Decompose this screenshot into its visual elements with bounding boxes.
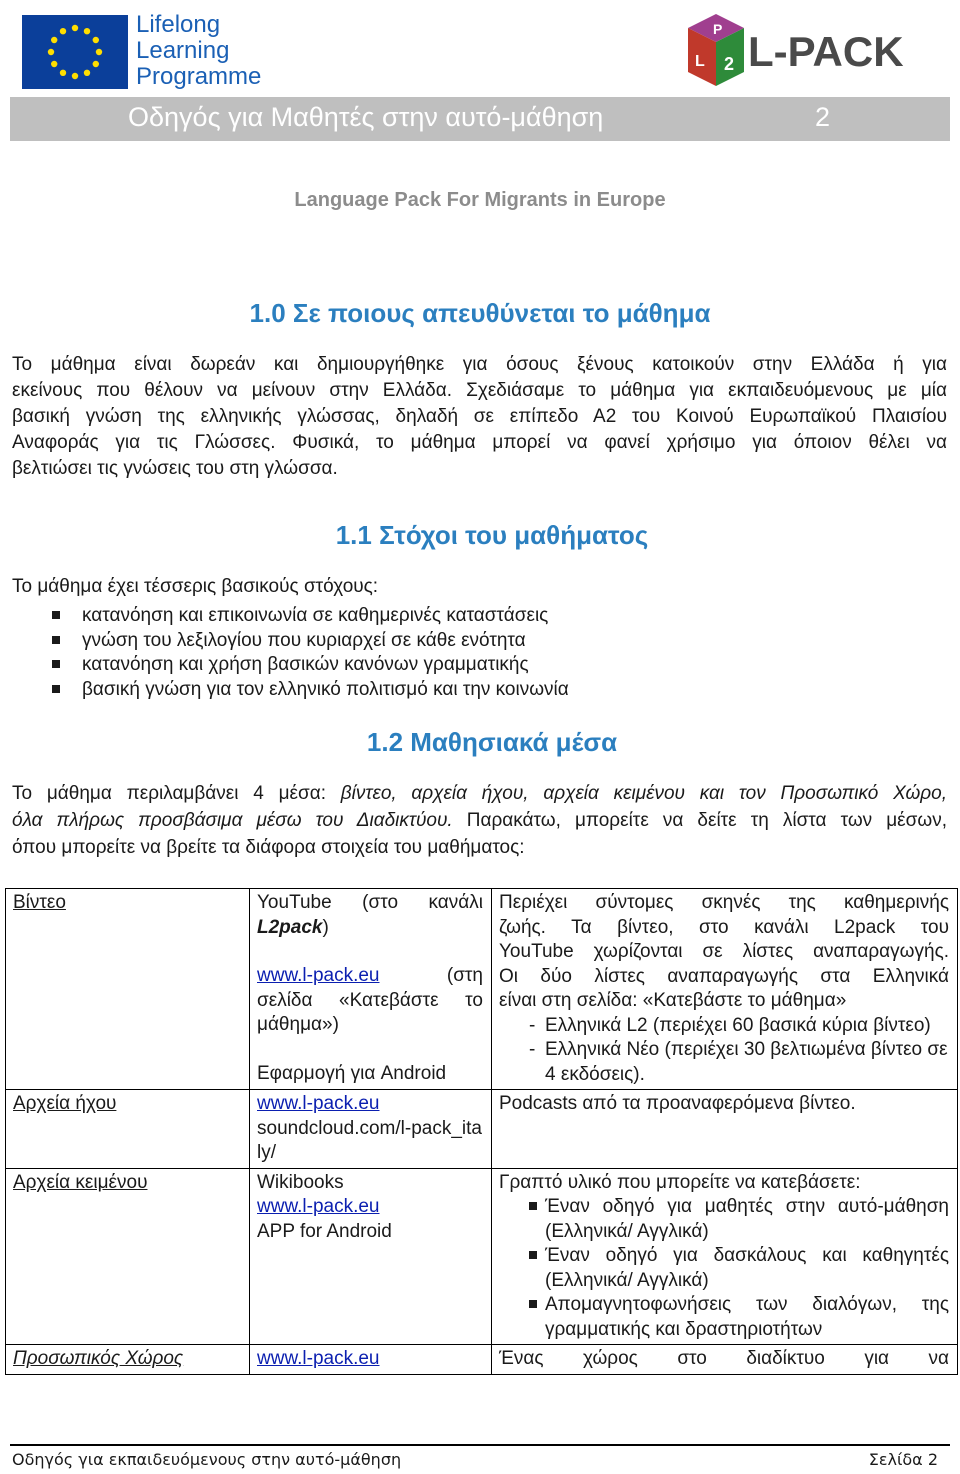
media-source: soundcloud.com/l-pack_italy/ — [257, 1117, 482, 1163]
section-1-0-heading: 1.0 Σε ποιους απευθύνεται το μάθημα — [249, 298, 711, 328]
square-bullet-icon — [529, 1300, 537, 1308]
dash-bullet-icon: - — [529, 1014, 536, 1036]
list-item — [52, 629, 569, 654]
eu-star-icon — [93, 37, 99, 43]
eu-logo-line: Lifelong — [136, 11, 221, 38]
table-cell — [6, 1090, 250, 1169]
list-item-text: Έναν οδηγό για μαθητές στην αυτό-μάθηση (Ελληνικά/ Αγγλικά) — [545, 1196, 949, 1242]
paragraph-line: βασική γνώση της ελληνικής γλώσσας, δηλαδή σε επίπεδο Α2 του Κοινού Ευρωπαϊκού Πλαισίου — [12, 406, 947, 427]
table-cell — [250, 1090, 492, 1169]
paragraph-line: Αναφοράς για τις Γλώσσες. Φυσικά, το μάθημα μπορεί να φανεί χρήσιμο για όποιον θέλει να — [12, 432, 947, 453]
lpack-link[interactable]: www.l-pack.eu — [257, 1093, 380, 1114]
description-line: Οι δύο λίστες αναπαραγωγής στα Ελληνικά — [499, 965, 949, 987]
square-bullet-icon — [52, 685, 60, 693]
square-bullet-icon — [529, 1251, 537, 1259]
list-item-text: γνώση του λεξιλογίου που κυριαρχεί σε κάθε ενότητα — [82, 629, 526, 651]
text-run: Παρακάτω, μπορείτε να δείτε τη λίστα των μέσων, — [452, 810, 947, 831]
media-name: Αρχεία ήχου — [13, 1093, 117, 1114]
table-cell — [492, 889, 958, 1090]
eu-star-icon — [72, 25, 78, 31]
square-bullet-icon — [52, 611, 60, 619]
table-cell — [492, 1090, 958, 1169]
media-source — [257, 917, 329, 938]
table-row — [6, 1345, 958, 1375]
section-1-2-heading: 1.2 Μαθησιακά μέσα — [366, 727, 618, 757]
description-line: ζωής. Τα βίντεο, στο κανάλι L2pack του — [499, 916, 949, 938]
text-run: (στη — [379, 965, 483, 986]
media-table — [5, 888, 958, 1375]
channel-name: L2pack — [257, 916, 323, 938]
eu-star-icon — [60, 70, 66, 76]
table-cell — [492, 1345, 958, 1375]
eu-logo-line: Learning — [136, 37, 230, 64]
eu-star-icon — [93, 61, 99, 67]
list-item-text: Ελληνικά L2 (περιέχει 60 βασικά κύρια βίντεο) — [545, 1014, 931, 1036]
lpack-cube-icon — [684, 10, 748, 90]
eu-star-icon — [84, 28, 90, 34]
list-item — [52, 653, 569, 678]
text-run: Το μάθημα περιλαμβάνει 4 μέσα: — [12, 783, 341, 804]
lifelong-learning-logo — [22, 12, 297, 90]
eu-flag-icon — [22, 15, 128, 89]
table-cell — [492, 1168, 958, 1345]
list-item-text: Έναν οδηγό για δασκάλους και καθηγητές (Ελληνικά/ Αγγλικά) — [545, 1245, 949, 1291]
document-title-bar — [10, 97, 950, 141]
dash-bullet-icon: - — [529, 1039, 536, 1060]
table-cell — [250, 889, 492, 1090]
list-item-text: Ελληνικά Νέο (περιέχει 30 βελτιωμένα βίντεο σε 4 εκδόσεις). — [545, 1039, 948, 1085]
table-row — [6, 1090, 958, 1169]
lpack-link[interactable]: www.l-pack.eu — [257, 1348, 380, 1369]
media-source: YouTube (στο κανάλι — [257, 892, 483, 913]
svg-text:L: L — [695, 53, 705, 70]
eu-star-icon — [96, 49, 102, 55]
media-source: Εφαρμογή για Android — [257, 1062, 447, 1084]
eu-logo-line: Programme — [136, 63, 262, 90]
table-row — [6, 1168, 958, 1345]
eu-star-icon — [48, 49, 54, 55]
description-line: YouTube χωρίζονται σε λίστες αναπαραγωγής. — [499, 941, 949, 962]
media-source: APP for Android — [257, 1220, 392, 1242]
document-title-number: 2 — [814, 102, 830, 132]
document-subtitle: Language Pack For Migrants in Europe — [294, 189, 666, 211]
text-run-italic: όλα πλήρως προσβάσιμα μέσω του Διαδικτύου. — [12, 810, 453, 831]
lpack-link[interactable]: www.l-pack.eu — [257, 965, 380, 986]
page-number: Σελίδα 2 — [868, 1450, 938, 1469]
table-cell — [6, 1168, 250, 1345]
media-source: σελίδα «Κατεβάστε το — [257, 989, 483, 1011]
svg-text:P: P — [713, 21, 723, 37]
table-cell — [6, 889, 250, 1090]
table-cell — [250, 1168, 492, 1345]
paragraph-line: όπου μπορείτε να βρείτε τα διάφορα στοιχεία του μαθήματος: — [12, 837, 525, 858]
goals-list — [52, 604, 569, 702]
media-description: Ένας χώρος στο διαδίκτυο για να — [499, 1348, 949, 1369]
media-name: Προσωπικός Χώρος — [13, 1348, 184, 1369]
media-source — [257, 964, 483, 989]
eu-star-icon — [84, 70, 90, 76]
lpack-link[interactable]: www.l-pack.eu — [257, 1196, 380, 1217]
description-line: Περιέχει σύντομες σκηνές της καθημερινής — [499, 892, 949, 913]
playlist-item — [499, 1014, 949, 1039]
footer-title: Οδηγός για εκπαιδευόμενους στην αυτό-μάθηση — [12, 1450, 402, 1469]
eu-star-icon — [51, 37, 57, 43]
media-description: Podcasts από τα προαναφερόμενα βίντεο. — [499, 1093, 856, 1114]
media-source: Wikibooks — [257, 1171, 344, 1193]
table-cell — [250, 1345, 492, 1375]
media-name: Βίντεο — [13, 892, 66, 913]
paragraph-line: βελτιώσει τις γνώσεις του στη γλώσσα. — [12, 458, 338, 479]
section-1-1-heading: 1.1 Στόχοι του μαθήματος — [335, 520, 649, 550]
section-1-0-paragraph — [12, 352, 947, 482]
lpack-logo-text: L-PACK — [748, 28, 904, 75]
eu-star-icon — [51, 61, 57, 67]
paragraph-line: Το μάθημα είναι δωρεάν και δημιουργήθηκε για όσους ξένους κατοικούν στην Ελλάδα ή για — [12, 354, 947, 375]
playlist-item — [499, 1038, 949, 1087]
square-bullet-icon — [52, 660, 60, 668]
list-item — [52, 604, 569, 629]
list-item-text: Απομαγνητοφωνήσεις των διαλόγων, της γραμματικής και δραστηριοτήτων — [545, 1294, 949, 1340]
square-bullet-icon — [529, 1202, 537, 1210]
list-item-text: κατανόηση και επικοινωνία σε καθημερινές καταστάσεις — [82, 605, 549, 626]
document-title: Οδηγός για Μαθητές στην αυτό-μάθηση — [128, 102, 604, 132]
media-name: Αρχεία κειμένου — [13, 1171, 148, 1193]
list-item-text: κατανόηση και χρήση βασικών κανόνων γραμματικής — [82, 654, 529, 675]
paragraph-line — [12, 780, 947, 807]
list-item-text: βασική γνώση για τον ελληνικό πολιτισμό και την κοινωνία — [82, 678, 569, 700]
eu-star-icon — [60, 28, 66, 34]
text-run: ) — [322, 916, 329, 938]
footer-divider — [10, 1444, 950, 1446]
section-1-1-intro: Το μάθημα έχει τέσσερις βασικούς στόχους: — [12, 576, 379, 597]
list-item — [499, 1293, 949, 1342]
description-line: είναι στη σελίδα: «Κατεβάστε το μάθημα» — [499, 990, 847, 1011]
svg-text:2: 2 — [724, 54, 735, 74]
list-item — [52, 678, 569, 703]
table-row — [6, 889, 958, 1090]
eu-logo-text — [136, 12, 261, 90]
media-description: Γραπτό υλικό που μπορείτε να κατεβάσετε: — [499, 1171, 861, 1193]
eu-star-icon — [72, 73, 78, 79]
lpack-logo — [684, 10, 924, 90]
square-bullet-icon — [52, 636, 60, 644]
list-item — [499, 1195, 949, 1244]
paragraph-line: εκείνους που θέλουν να μείνουν στην Ελλάδα. Σχεδιάσαμε το μάθημα για εκπαιδευόμενους με μία — [12, 380, 947, 401]
text-run-italic: βίντεο, αρχεία ήχου, αρχεία κειμένου και τον Προσωπικό Χώρο, — [340, 783, 947, 804]
table-cell — [6, 1345, 250, 1375]
media-source: μάθημα») — [257, 1014, 339, 1035]
list-item — [499, 1244, 949, 1293]
section-1-2-paragraph — [12, 780, 947, 861]
paragraph-line — [12, 807, 947, 834]
